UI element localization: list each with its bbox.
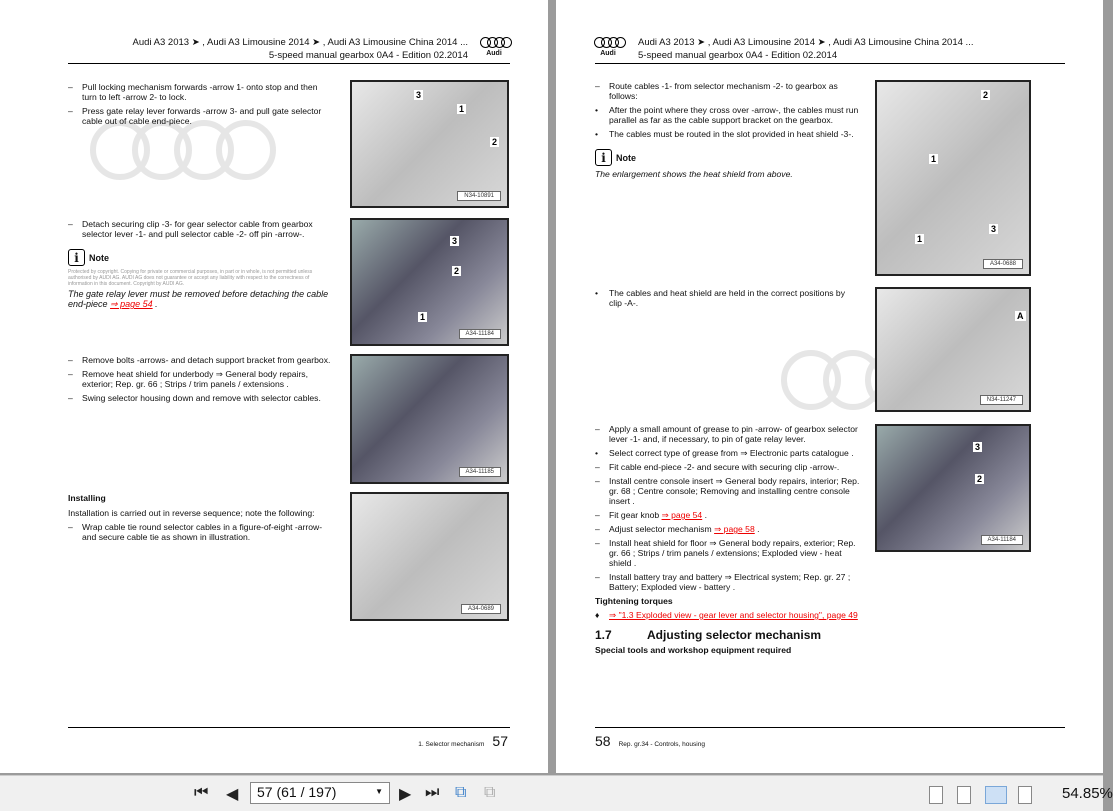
figure-label: N34-11247 (980, 395, 1023, 405)
header-title: Audi A3 2013 ➤ , Audi A3 Limousine 2014 ➤ , Audi A3 Limousine China 2014 ... (132, 37, 468, 48)
installing-text: Installation is carried out in reverse sequence; note the following: (68, 508, 315, 518)
continuous-view-icon[interactable] (957, 786, 971, 804)
special-tools-text: Special tools and workshop equipment required (595, 645, 792, 655)
audi-logo: Audi (594, 37, 622, 57)
steps-block-3: – Remove bolts -arrows- and detach support bracket from gearbox. – Remove heat shield for underbody ⇒ General body repairs, exterior; Rep. gr. 66 ; Strips / trim panels / extensions . – Swing selector housing down and remove with selector cables. (68, 355, 331, 403)
figure-label: A34-11184 (981, 535, 1023, 545)
next-page-button[interactable]: ▶ (399, 786, 412, 803)
step-text: Wrap cable tie round selector cables in a figure-of-eight -arrow- and secure cable tie as shown in illustration. (82, 522, 323, 542)
step-text: Remove bolts -arrows- and detach support bracket from gearbox. (82, 355, 331, 365)
figure-support-bracket (350, 354, 509, 484)
installing-heading: Installing (68, 493, 106, 503)
step-text: Adjust selector mechanism (609, 524, 712, 534)
clip-block: • The cables and heat shield are held in the correct positions by clip -A-. (595, 288, 845, 308)
bullet-text: The cables and heat shield are held in the correct positions by clip -A-. (609, 288, 845, 308)
steps-block-1: – Pull locking mechanism forwards -arrow 1- onto stop and then turn to left -arrow 2- to lock. – Press gate relay lever forwards -arrow 3- and pull gate selector cable out of cable end-piece. (68, 82, 322, 126)
note-text: The gate relay lever must be removed before detaching the cable end-piece (68, 289, 329, 309)
footer-section: 1. Selector mechanism (418, 741, 485, 748)
figure-locking-mechanism: 3 1 2 N34-10891 (350, 80, 509, 208)
bullet-text: Select correct type of grease from ⇒ Electronic parts catalogue . (609, 448, 854, 458)
figure-cable-tie (350, 492, 509, 621)
step-text: Install heat shield for floor ⇒ General body repairs, exterior; Rep. gr. 66 ; Strips / trim panels / extensions; Exploded view - heat shield . (609, 538, 856, 568)
figure-cable-routing: 2 1 1 3 A34-0688 (875, 80, 1031, 276)
step-text: Remove heat shield for underbody ⇒ General body repairs, exterior; Rep. gr. 66 ; Strips / trim panels / extensions . (82, 369, 308, 389)
info-icon: i (595, 149, 612, 166)
previous-page-button[interactable]: ◀ (226, 786, 239, 803)
figure-cable-end-piece: 3 2 A34-11184 (875, 424, 1031, 552)
bullet-text: After the point where they cross over -arrow-, the cables must run parallel as far as the cable support bracket on the gearbox. (609, 105, 859, 125)
continuous-facing-view-icon[interactable] (1018, 786, 1032, 804)
pdf-page-58 (556, 0, 1103, 773)
page-header (133, 36, 468, 62)
note-box (595, 149, 860, 179)
installing-block: Installing Installation is carried out in reverse sequence; note the following: – Wrap cable tie round selector cables in a figure-of-eight -arrow- and secure cable tie as shown in illustration. (68, 493, 333, 546)
step-text: Swing selector housing down and remove with selector cables. (82, 393, 321, 403)
torques-heading: Tightening torques (595, 596, 673, 606)
previous-view-icon[interactable]: ⧉ (455, 784, 467, 801)
header-subtitle: 5-speed manual gearbox 0A4 - Edition 02.2014 (268, 50, 468, 61)
header-subtitle: 5-speed manual gearbox 0A4 - Edition 02.2014 (638, 50, 838, 61)
install-steps-block: – Apply a small amount of grease to pin -arrow- of gearbox selector lever -1- and, if necessary, to pin of gate relay lever. • Select correct type of grease from ⇒ Electronic parts catalogue . – Fit cable end-piece -2- and secure with securing clip -arrow-. – Install centre console insert ⇒ General body repairs, interior; Rep. gr. 68 ; Centre console; Removing and installing centre console insert . – Fit gear knob ⇒ page 54 . – Adjust selector mechanism ⇒ page 58 . – Install heat shield for floor ⇒ General body repairs, exterior; Rep. gr. 66 ; Strips / trim panels / extensions; Exploded view - heat shield . – Install battery tray and battery ⇒ Electrical system; Rep. gr. 27 ; Battery; Exploded view - battery . Tightening torques ♦ ⇒ "1.3 Exploded view - gear lever and selector housing", page 49 1.7 Adjusting selector mechanism Special tools and workshop equipment required (595, 424, 860, 655)
page-footer (418, 733, 508, 749)
pdf-toolbar (0, 775, 1113, 811)
routing-block: – Route cables -1- from selector mechanism -2- to gearbox as follows: • After the point where they cross over -arrow-, the cables must run parallel as far as the cable support bracket on the gearbox. • The cables must be routed in the slot provided in heat shield -3-. i Note The enlargement shows the heat shield from above. (595, 81, 859, 179)
page-header (638, 36, 973, 62)
page-number-field[interactable] (250, 782, 390, 804)
figure-label: A34-0688 (983, 259, 1023, 269)
copyright-watermark: Protected by copyright. Copying for private or commercial purposes, in part or in whole, is not permitted unless authorised by AUDI AG. AUDI AG does not guarantee or accept any liability with respect to the correctness of information in this document. Copyright by AUDI AG. (68, 269, 313, 287)
figure-label: A34-11184 (459, 329, 501, 339)
page-link[interactable]: ⇒ page 54 (661, 510, 703, 520)
note-label: Note (616, 152, 636, 163)
step-text: Fit gear knob (609, 510, 660, 520)
last-page-button[interactable]: ⏭ (425, 784, 440, 801)
step-text: Detach securing clip -3- for gear selector cable from gearbox selector lever -1- and pull selector cable -2- off pin -arrow-. (82, 219, 313, 239)
step-text: Apply a small amount of grease to pin -arrow- of gearbox selector lever -1- and, if necessary, to pin of gate relay lever. (609, 424, 858, 444)
step-text: Pull locking mechanism forwards -arrow 1- onto stop and then turn to left -arrow 2- to lock. (82, 82, 318, 102)
page-footer (595, 733, 705, 749)
page-number: 57 (492, 733, 508, 749)
section-title: Adjusting selector mechanism (647, 628, 822, 642)
footer-section: Rep. gr.34 - Controls, housing (618, 741, 705, 748)
first-page-button[interactable]: ⏮ (194, 784, 209, 801)
note-box: i Note Protected by copyright. Copying for private or commercial purposes, in part or in whole, is not permitted unless authorised by AUDI AG. AUDI AG does not guarantee or accept any liability with respect to the correctness of information in this document. Copyright by AUDI AG. The gate relay lever must be removed before detaching the cable end-piece ⇒ page 54 . (68, 249, 333, 309)
step-text: Route cables -1- from selector mechanism -2- to gearbox as follows: (609, 81, 838, 101)
chevron-down-icon[interactable]: ▼ (375, 787, 383, 796)
page-link[interactable]: ⇒ page 54 (110, 299, 153, 309)
bullet-text: The cables must be routed in the slot provided in heat shield -3-. (609, 129, 854, 139)
steps-block-2: – Detach securing clip -3- for gear selector cable from gearbox selector lever -1- and pull selector cable -2- off pin -arrow-. i Note Protected by copyright. Copying for private or commercial purposes, in part or in whole, is not permitted unless authorised by AUDI AG. AUDI AG does not guarantee or accept any liability with respect to the correctness of information in this document. Copyright by AUDI AG. The gate relay lever must be removed before detaching the cable end-piece ⇒ page 54 . (68, 219, 333, 309)
page-field-value: 57 (61 / 197) (257, 784, 337, 800)
step-text: Fit cable end-piece -2- and secure with securing clip -arrow-. (609, 462, 840, 472)
zoom-level[interactable]: 54.85% (1062, 785, 1113, 802)
header-rule (68, 63, 510, 64)
figure-securing-clip: 3 2 1 A34-11184 (350, 218, 509, 346)
figure-label: A34-11185 (459, 467, 501, 477)
page-link[interactable]: ⇒ page 58 (714, 524, 755, 534)
figure-label: N34-10891 (457, 191, 501, 201)
audi-logo: Audi (480, 37, 508, 57)
step-text: Install battery tray and battery ⇒ Electrical system; Rep. gr. 27 ; Battery; Exploded view - battery . (609, 572, 851, 592)
header-rule (595, 63, 1065, 64)
footer-rule (68, 727, 510, 728)
step-text: Install centre console insert ⇒ General body repairs, interior; Rep. gr. 68 ; Centre console; Removing and installing centre console insert . (609, 476, 860, 506)
section-heading (595, 630, 860, 640)
step-text: Press gate relay lever forwards -arrow 3- and pull gate selector cable out of cable end-piece. (82, 106, 322, 126)
info-icon: i (68, 249, 85, 266)
page-number: 58 (595, 733, 611, 749)
note-label: Note (89, 252, 109, 263)
next-view-icon[interactable]: ⧉ (484, 784, 496, 801)
figure-clip-a: A N34-11247 (875, 287, 1031, 412)
pdf-page-57 (0, 0, 548, 773)
figure-label: A34-0689 (461, 604, 501, 614)
exploded-view-link[interactable]: ⇒ "1.3 Exploded view - gear lever and selector housing", page 49 (609, 610, 858, 620)
note-text: The enlargement shows the heat shield from above. (595, 169, 793, 179)
header-title: Audi A3 2013 ➤ , Audi A3 Limousine 2014 ➤ , Audi A3 Limousine China 2014 ... (638, 37, 974, 48)
section-number: 1.7 (595, 628, 612, 642)
facing-pages-view-icon[interactable] (985, 786, 1007, 804)
single-page-view-icon[interactable] (929, 786, 943, 804)
footer-rule (595, 727, 1065, 728)
